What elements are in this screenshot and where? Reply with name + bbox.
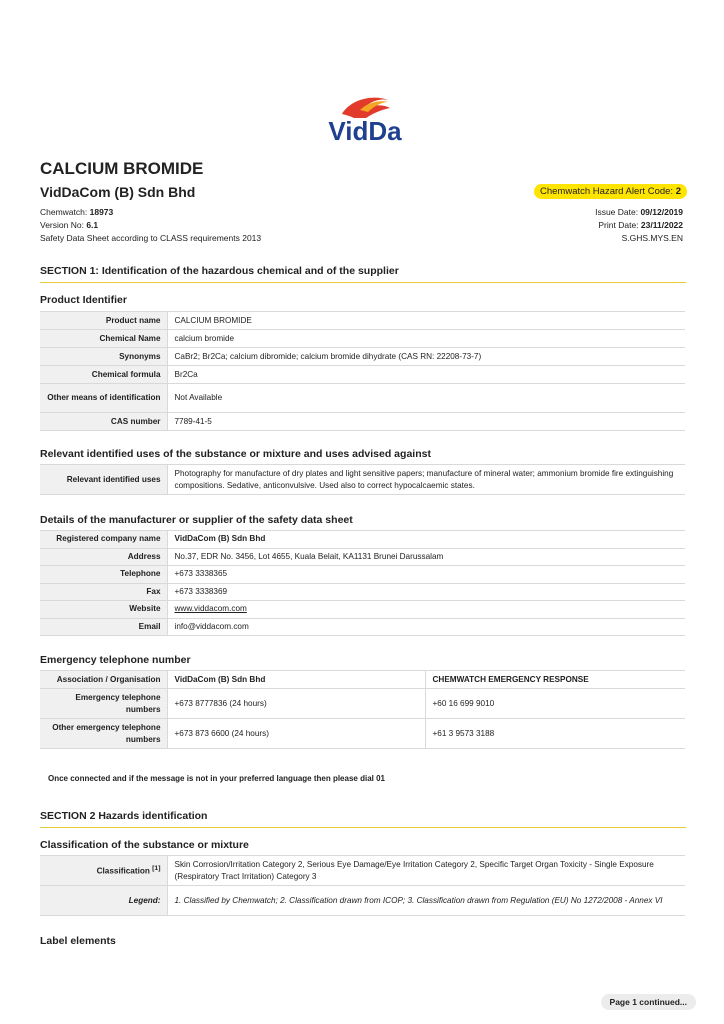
manufacturer-table (40, 530, 685, 636)
document-meta-left (40, 206, 261, 245)
table-row (40, 465, 685, 495)
issue-date-label: Issue Date: (595, 207, 641, 217)
print-date: 23/11/2022 (640, 220, 683, 230)
vidda-logo (310, 88, 420, 146)
table-row (40, 583, 685, 601)
row-value: No.37, EDR No. 3456, Lot 4655, Kuala Belait, KA1131 Brunei Darussalam (167, 548, 685, 566)
website-link[interactable]: www.viddacom.com (174, 604, 247, 614)
row-key: Website (40, 601, 167, 619)
row-value: +673 3338365 (167, 566, 685, 584)
row-value: CaBr2; Br2Ca; calcium dibromide; calcium bromide dihydrate (CAS RN: 22208-73-7) (167, 348, 685, 366)
hazard-alert-code: 2 (675, 186, 681, 197)
table-row (40, 531, 685, 549)
row-key: Emergency telephone numbers (40, 689, 167, 719)
relevant-uses-title: Relevant identified uses of the substance or mixture and uses advised against (40, 448, 431, 460)
row-key: CAS number (40, 413, 167, 431)
flame-icon (310, 88, 420, 146)
label-elements-title: Label elements (40, 935, 116, 947)
table-row (40, 566, 685, 584)
emergency-table (40, 670, 685, 749)
hazard-alert-badge (534, 184, 687, 199)
row-key: Product name (40, 312, 167, 330)
column-header: CHEMWATCH EMERGENCY RESPONSE (425, 671, 685, 689)
table-row (40, 548, 685, 566)
row-value: +673 8777836 (24 hours) (167, 689, 425, 719)
row-value: +673 3338369 (167, 583, 685, 601)
table-row (40, 671, 685, 689)
row-value: Skin Corrosion/Irritation Category 2, Serious Eye Damage/Eye Irritation Category 2, Specific Target Organ Toxicity - Single Exposure (Respiratory Tract Irritation) Category 3 (167, 856, 685, 886)
document-code: S.GHS.MYS.EN (621, 233, 683, 243)
row-key: Association / Organisation (40, 671, 167, 689)
emergency-title: Emergency telephone number (40, 654, 191, 666)
row-value: 7789-41-5 (167, 413, 685, 431)
row-value: calcium bromide (167, 330, 685, 348)
table-row (40, 886, 685, 916)
row-value: +673 873 6600 (24 hours) (167, 719, 425, 749)
classification-label: Classification (96, 866, 150, 876)
classification-footnote: [1] (152, 865, 161, 873)
row-value: +60 16 699 9010 (425, 689, 685, 719)
emergency-note: Once connected and if the message is not in your preferred language then please dial 01 (48, 774, 385, 783)
chemwatch-number: 18973 (89, 207, 114, 217)
section-2-title: SECTION 2 Hazards identification (40, 810, 208, 822)
logo-text: VidDa (328, 116, 402, 146)
row-value (167, 601, 685, 619)
page-continued-badge: Page 1 continued... (601, 994, 696, 1010)
table-row (40, 366, 685, 384)
table-row (40, 618, 685, 636)
issue-date: 09/12/2019 (640, 207, 683, 217)
row-key: Registered company name (40, 531, 167, 549)
row-key: Email (40, 618, 167, 636)
column-header: VidDaCom (B) Sdn Bhd (167, 671, 425, 689)
section-1-rule (40, 282, 686, 283)
table-row (40, 384, 685, 413)
table-row (40, 312, 685, 330)
print-date-label: Print Date: (598, 220, 641, 230)
chemwatch-label: Chemwatch: (40, 207, 90, 217)
legend-key: Legend: (40, 886, 167, 916)
row-value: +61 3 9573 3188 (425, 719, 685, 749)
row-key: Fax (40, 583, 167, 601)
row-key (40, 856, 167, 886)
section-1-title: SECTION 1: Identification of the hazardous chemical and of the supplier (40, 265, 399, 277)
manufacturer-title: Details of the manufacturer or supplier of the safety data sheet (40, 514, 353, 526)
table-row (40, 413, 685, 431)
company-name: VidDaCom (B) Sdn Bhd (40, 184, 196, 200)
row-key: Other emergency telephone numbers (40, 719, 167, 749)
row-value: Photography for manufacture of dry plates and light sensitive papers; manufacture of mineral water; ammonium bromide fire extinguishing compositions. Sedative, anticonvulsive. Used also to correct hypocalcaemic states. (167, 465, 685, 495)
product-identifier-table (40, 311, 685, 431)
relevant-uses-table (40, 464, 685, 495)
row-key: Address (40, 548, 167, 566)
row-value: Br2Ca (167, 366, 685, 384)
row-key: Chemical Name (40, 330, 167, 348)
table-row (40, 348, 685, 366)
document-title: CALCIUM BROMIDE (40, 159, 204, 178)
legend-value: 1. Classified by Chemwatch; 2. Classification drawn from ICOP; 3. Classification drawn from Regulation (EU) No 1272/2008 - Annex VI (167, 886, 685, 916)
product-identifier-title: Product Identifier (40, 294, 127, 306)
row-key: Other means of identification (40, 384, 167, 413)
table-row (40, 601, 685, 619)
table-row (40, 719, 685, 749)
row-key: Relevant identified uses (40, 465, 167, 495)
row-key: Telephone (40, 566, 167, 584)
version-label: Version No: (40, 220, 87, 230)
table-row (40, 856, 685, 886)
document-meta-right (595, 206, 683, 245)
sds-note: Safety Data Sheet according to CLASS requirements 2013 (40, 233, 262, 243)
classification-title: Classification of the substance or mixture (40, 839, 249, 851)
table-row (40, 689, 685, 719)
version-number: 6.1 (86, 220, 99, 230)
classification-table (40, 855, 685, 916)
row-value: CALCIUM BROMIDE (167, 312, 685, 330)
row-key: Chemical formula (40, 366, 167, 384)
row-key: Synonyms (40, 348, 167, 366)
row-value: Not Available (167, 384, 685, 413)
table-row (40, 330, 685, 348)
hazard-alert-label: Chemwatch Hazard Alert Code: (540, 186, 676, 197)
row-value: VidDaCom (B) Sdn Bhd (167, 531, 685, 549)
section-2-rule (40, 827, 686, 828)
row-value: info@viddacom.com (167, 618, 685, 636)
